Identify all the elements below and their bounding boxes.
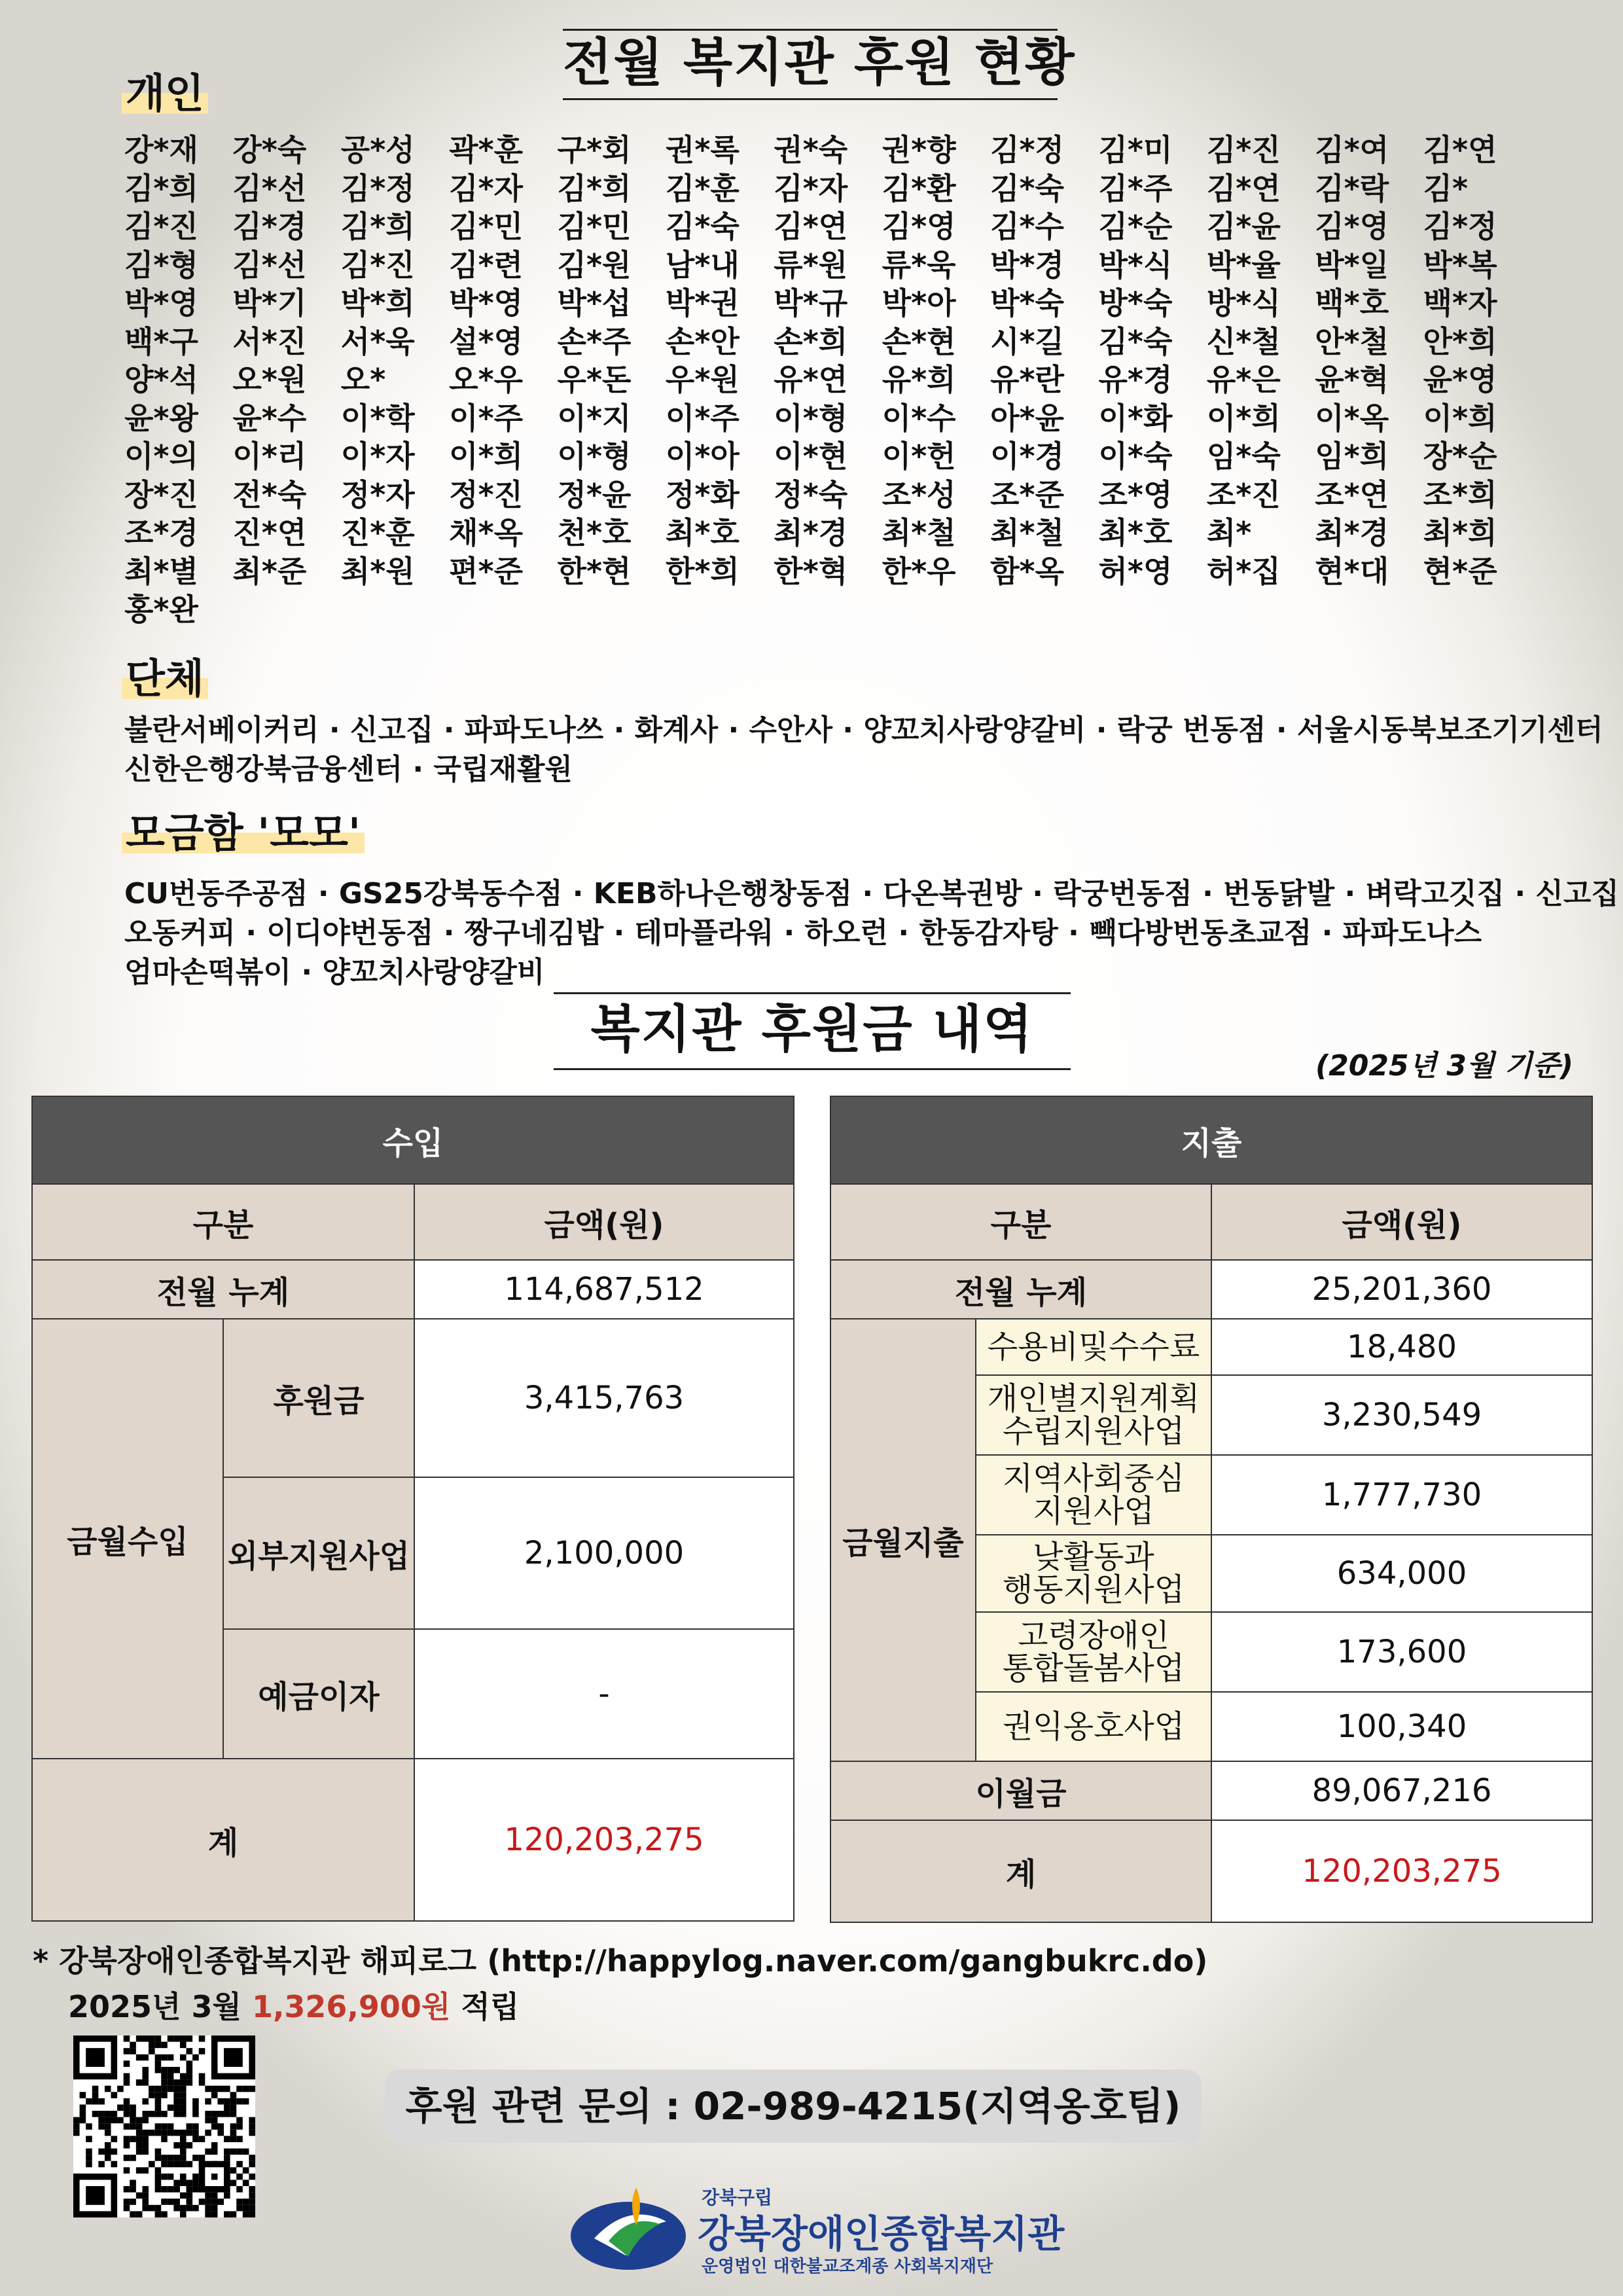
donor-name: 이*형 [774, 400, 848, 436]
groups-line-2: 신한은행강북금융센터 · 국립재활원 [124, 753, 573, 786]
section-label-donation-box: 모금함 '모모' [122, 813, 365, 853]
donor-name: 윤*혁 [1315, 362, 1389, 397]
donor-name: 이*주 [449, 400, 524, 436]
expense-row-label [976, 1319, 1211, 1375]
donor-name: 김*희 [124, 170, 198, 206]
section-label-groups: 단체 [122, 658, 208, 699]
donor-name: 박*기 [232, 285, 307, 321]
expense-row-label-line: 수용비및수수료 [987, 1329, 1200, 1365]
finance-title: 복지관 후원금 내역 [590, 1000, 1034, 1059]
happylog-amount-suffix: 적립 [450, 1989, 520, 2024]
donor-name: 최*경 [774, 515, 848, 550]
donor-name: 김*미 [1098, 132, 1173, 168]
donor-name: 김*희 [557, 170, 632, 206]
income-row-value: - [414, 1629, 794, 1759]
donor-name: 곽*훈 [449, 132, 524, 168]
donor-name: 손*안 [665, 323, 740, 359]
donor-name: 박*희 [340, 285, 415, 321]
org-name: 강북장애인종합복지관 [698, 2212, 1065, 2256]
donor-name: 함*옥 [990, 553, 1064, 589]
expense-row-value: 3,230,549 [1211, 1375, 1592, 1455]
donor-name: 김*숙 [1098, 323, 1173, 359]
donor-name: 김*훈 [665, 170, 740, 206]
donor-name: 김*주 [1098, 170, 1173, 206]
donor-name: 박*영 [124, 285, 198, 321]
finance-title-bottom-rule [554, 1068, 1071, 1070]
donor-name: 조*성 [882, 476, 956, 512]
donor-name: 현*대 [1315, 553, 1389, 589]
donor-name: 조*희 [1423, 476, 1497, 512]
donor-name: 윤*수 [232, 400, 307, 436]
donor-name: 임*숙 [1206, 439, 1281, 474]
donor-name: 김*진 [124, 209, 198, 244]
donor-name: 류*원 [774, 247, 848, 283]
groups-line-1: 불란서베이커리 · 신고집 · 파파도나쓰 · 화계사 · 수안사 · 양꼬치사랑양갈비 · 락궁 번동점 · 서울시동북보조기기센터 [124, 713, 1603, 747]
donor-name: 최*원 [340, 553, 415, 589]
donor-name: 김*수 [990, 209, 1064, 244]
income-total-value: 120,203,275 [414, 1759, 794, 1921]
donor-name: 이*아 [665, 439, 740, 474]
expense-col-amount: 금액(원) [1211, 1184, 1592, 1260]
expense-total-value: 120,203,275 [1211, 1820, 1592, 1922]
donor-name: 박*섭 [557, 285, 632, 321]
donor-name: 장*순 [1423, 439, 1497, 474]
happylog-amount: 1,326,900원 [251, 1989, 451, 2024]
donor-name: 최*별 [124, 553, 198, 589]
donor-name: 조*준 [990, 476, 1064, 512]
donor-name: 김*연 [774, 209, 848, 244]
donor-name: 박*경 [990, 247, 1064, 283]
donor-name: 김*자 [774, 170, 848, 206]
expense-row-label [976, 1692, 1211, 1761]
income-header: 수입 [32, 1096, 794, 1184]
donor-name: 우*원 [665, 362, 740, 397]
donor-name: 현*준 [1423, 553, 1497, 589]
donor-name: 윤*왕 [124, 400, 198, 436]
donor-name: 정*숙 [774, 476, 848, 512]
donor-name: 김*숙 [665, 209, 740, 244]
donor-name: 김*윤 [1206, 209, 1281, 244]
donor-name: 윤*영 [1423, 362, 1497, 397]
donor-name: 우*돈 [557, 362, 632, 397]
donor-name: 김*진 [1206, 132, 1281, 168]
donor-name: 류*욱 [882, 247, 956, 283]
income-row-label: 예금이자 [223, 1629, 414, 1759]
donor-name: 오*원 [232, 362, 307, 397]
org-operator: 운영법인 대한불교조계종 사회복지재단 [702, 2257, 993, 2276]
donor-name: 최*경 [1315, 515, 1389, 550]
title-bottom-rule [563, 98, 1058, 100]
donor-name: 이*희 [449, 439, 524, 474]
expense-row-value: 100,340 [1211, 1692, 1592, 1761]
donor-name: 유*경 [1098, 362, 1173, 397]
donor-name: 최*호 [1098, 515, 1173, 550]
income-row-label: 외부지원사업 [223, 1477, 414, 1629]
donor-name: 공*성 [340, 132, 415, 168]
donor-name: 한*희 [665, 553, 740, 589]
expense-total-label: 계 [830, 1820, 1211, 1922]
donor-name: 김* [1423, 170, 1469, 206]
donor-name: 권*숙 [774, 132, 848, 168]
donor-name: 설*영 [449, 323, 524, 359]
donor-name: 백*자 [1423, 285, 1497, 321]
donor-name: 진*훈 [340, 515, 415, 550]
donor-name: 신*철 [1206, 323, 1281, 359]
donor-name: 김*영 [1315, 209, 1389, 244]
expense-row-label [976, 1612, 1211, 1692]
donor-name: 박*아 [882, 285, 956, 321]
donor-name: 박*숙 [990, 285, 1064, 321]
donor-name: 이*현 [774, 439, 848, 474]
donor-name: 이*주 [665, 400, 740, 436]
donor-name: 김*락 [1315, 170, 1389, 206]
expense-month-label: 금월지출 [830, 1319, 976, 1761]
expense-row-label-line: 행동지원사업 [1002, 1571, 1185, 1608]
donor-name: 한*현 [557, 553, 632, 589]
donor-name: 이*학 [340, 400, 415, 436]
donor-name: 김*정 [1423, 209, 1497, 244]
income-row-value: 2,100,000 [414, 1477, 794, 1629]
donor-name: 시*길 [990, 323, 1064, 359]
donor-name: 정*윤 [557, 476, 632, 512]
expense-row-label [976, 1375, 1211, 1455]
income-row-value: 3,415,763 [414, 1319, 794, 1477]
donor-name: 박*권 [665, 285, 740, 321]
org-top-label: 강북구립 [702, 2187, 773, 2208]
donor-name: 이*경 [990, 439, 1064, 474]
donor-name: 김*환 [882, 170, 956, 206]
org-logo-icon [568, 2176, 696, 2274]
expense-row-value: 634,000 [1211, 1535, 1592, 1612]
income-prev-value: 114,687,512 [414, 1260, 794, 1319]
donor-name: 유*희 [882, 362, 956, 397]
expense-row-value: 18,480 [1211, 1319, 1592, 1375]
donor-name: 박*식 [1098, 247, 1173, 283]
donor-name: 권*향 [882, 132, 956, 168]
donor-name: 정*화 [665, 476, 740, 512]
expense-row-label-line: 권익옹호사업 [1002, 1708, 1185, 1745]
donor-name: 서*욱 [340, 323, 415, 359]
donor-name: 김*정 [990, 132, 1064, 168]
donor-name: 임*희 [1315, 439, 1389, 474]
expense-prev-value: 25,201,360 [1211, 1260, 1592, 1319]
donor-name: 김*여 [1315, 132, 1389, 168]
donor-name: 정*진 [449, 476, 524, 512]
donor-name: 박*영 [449, 285, 524, 321]
income-prev-label: 전월 누계 [32, 1260, 414, 1319]
donor-name: 최*준 [232, 553, 307, 589]
expense-row-value: 173,600 [1211, 1612, 1592, 1692]
donor-name: 박*율 [1206, 247, 1281, 283]
donor-name: 오* [340, 362, 386, 397]
donor-name: 방*숙 [1098, 285, 1173, 321]
expense-row-label-line: 통합돌봄사업 [1002, 1650, 1185, 1687]
donor-name: 안*희 [1423, 323, 1497, 359]
expense-carry-value: 89,067,216 [1211, 1761, 1592, 1820]
expense-row-value: 1,777,730 [1211, 1455, 1592, 1535]
donor-name: 김*선 [232, 247, 307, 283]
donor-name: 유*연 [774, 362, 848, 397]
donor-name: 이*의 [124, 439, 198, 474]
donor-name: 유*은 [1206, 362, 1281, 397]
donor-name: 김*경 [232, 209, 307, 244]
donor-name: 양*석 [124, 362, 198, 397]
expense-row-label-line: 수립지원사업 [1002, 1413, 1185, 1450]
donor-name: 손*희 [774, 323, 848, 359]
donor-name: 손*현 [882, 323, 956, 359]
donation-box-line-1: CU번동주공점 · GS25강북동수점 · KEB하나은행창동점 · 다온복권방 · 락궁번동점 · 번동닭발 · 벼락고깃집 · 신고집 [124, 877, 1619, 910]
happylog-amount-prefix: 2025년 3월 [68, 1989, 252, 2024]
donor-name: 최*철 [990, 515, 1064, 550]
donor-name: 김*원 [557, 247, 632, 283]
donor-name: 강*재 [124, 132, 198, 168]
donor-name: 남*내 [665, 247, 740, 283]
donor-name: 손*주 [557, 323, 632, 359]
expense-row-label-line: 고령장애인 [1018, 1617, 1169, 1654]
donor-name: 진*연 [232, 515, 307, 550]
section-label-individual: 개인 [122, 73, 208, 114]
donor-name: 최*호 [665, 515, 740, 550]
income-col-category: 구분 [32, 1184, 414, 1260]
donor-name: 김*민 [449, 209, 524, 244]
donor-name: 박*규 [774, 285, 848, 321]
donor-name: 조*경 [124, 515, 198, 550]
expense-row-label-line: 개인별지원계획 [987, 1380, 1200, 1417]
donor-name: 김*민 [557, 209, 632, 244]
donor-name: 이*형 [557, 439, 632, 474]
donor-name: 이*희 [1423, 400, 1497, 436]
donor-name: 방*식 [1206, 285, 1281, 321]
donor-name: 강*숙 [232, 132, 307, 168]
donor-name: 이*리 [232, 439, 307, 474]
donor-name: 안*철 [1315, 323, 1389, 359]
donor-name: 김*선 [232, 170, 307, 206]
donor-name: 아*윤 [990, 400, 1064, 436]
donor-name: 조*진 [1206, 476, 1281, 512]
happylog-note: * 강북장애인종합복지관 해피로그 (http://happylog.naver.com/gangbukrc.do) [33, 1943, 1208, 1979]
donor-name: 조*연 [1315, 476, 1389, 512]
donor-name: 이*옥 [1315, 400, 1389, 436]
donor-name: 김*련 [449, 247, 524, 283]
donation-box-line-3: 엄마손떡볶이 · 양꼬치사랑양갈비 [124, 956, 545, 989]
donor-name: 장*진 [124, 476, 198, 512]
donor-name: 최* [1206, 515, 1252, 550]
donor-name: 채*옥 [449, 515, 524, 550]
donor-name: 홍*완 [124, 592, 198, 627]
income-month-label: 금월수입 [32, 1319, 223, 1759]
income-table [31, 1096, 794, 1922]
donor-name: 한*혁 [774, 553, 848, 589]
donor-name: 김*진 [340, 247, 415, 283]
donor-name: 허*집 [1206, 553, 1281, 589]
donor-name: 최*희 [1423, 515, 1497, 550]
donor-name: 이*헌 [882, 439, 956, 474]
expense-row-label-line: 지원사업 [1033, 1493, 1154, 1530]
donor-name: 김*연 [1423, 132, 1497, 168]
donor-name: 김*연 [1206, 170, 1281, 206]
individual-names-grid [124, 131, 1531, 629]
donor-name: 김*희 [340, 209, 415, 244]
income-total-label: 계 [32, 1759, 414, 1921]
donor-name: 전*숙 [232, 476, 307, 512]
finance-basis: (2025년 3월 기준) [1315, 1049, 1573, 1083]
donor-name: 정*자 [340, 476, 415, 512]
donor-name: 천*호 [557, 515, 632, 550]
donor-name: 서*진 [232, 323, 307, 359]
happylog-amount-line [68, 1983, 519, 2026]
expense-row-label [976, 1455, 1211, 1535]
page-title: 전월 복지관 후원 현황 [563, 33, 1076, 92]
donor-name: 한*우 [882, 553, 956, 589]
donor-name: 김*자 [449, 170, 524, 206]
donor-name: 박*일 [1315, 247, 1389, 283]
contact-banner: 후원 관련 문의 : 02-989-4215(지역옹호팀) [385, 2070, 1202, 2143]
expense-header: 지출 [830, 1096, 1592, 1184]
expense-prev-label: 전월 누계 [830, 1260, 1211, 1319]
expense-carry-label: 이월금 [830, 1761, 1211, 1820]
donor-name: 허*영 [1098, 553, 1173, 589]
expense-col-category: 구분 [830, 1184, 1211, 1260]
donation-box-line-2: 오동커피 · 이디야번동점 · 짱구네김밥 · 테마플라워 · 하오런 · 한동감자탕 · 빽다방번동초교점 · 파파도나스 [124, 916, 1482, 950]
donor-name: 이*자 [340, 439, 415, 474]
donor-name: 김*정 [340, 170, 415, 206]
income-row-label: 후원금 [223, 1319, 414, 1477]
donor-name: 유*란 [990, 362, 1064, 397]
donor-name: 최*철 [882, 515, 956, 550]
donor-name: 이*수 [882, 400, 956, 436]
expense-row-label-line: 지역사회중심 [1002, 1460, 1185, 1497]
donor-name: 백*구 [124, 323, 198, 359]
donor-name: 김*형 [124, 247, 198, 283]
donor-name: 백*호 [1315, 285, 1389, 321]
expense-row-label [976, 1535, 1211, 1612]
donor-name: 김*숙 [990, 170, 1064, 206]
donor-name: 김*순 [1098, 209, 1173, 244]
income-col-amount: 금액(원) [414, 1184, 794, 1260]
expense-row-label-line: 낮활동과 [1033, 1539, 1154, 1575]
expense-table [830, 1096, 1593, 1923]
donor-name: 이*숙 [1098, 439, 1173, 474]
donor-name: 권*록 [665, 132, 740, 168]
qr-code[interactable] [73, 2036, 255, 2217]
donor-name: 조*영 [1098, 476, 1173, 512]
donor-name: 이*화 [1098, 400, 1173, 436]
donor-name: 이*지 [557, 400, 632, 436]
donor-name: 김*영 [882, 209, 956, 244]
donor-name: 박*복 [1423, 247, 1497, 283]
donor-name: 오*우 [449, 362, 524, 397]
donor-name: 편*준 [449, 553, 524, 589]
donor-name: 구*회 [557, 132, 632, 168]
donor-name: 이*희 [1206, 400, 1281, 436]
